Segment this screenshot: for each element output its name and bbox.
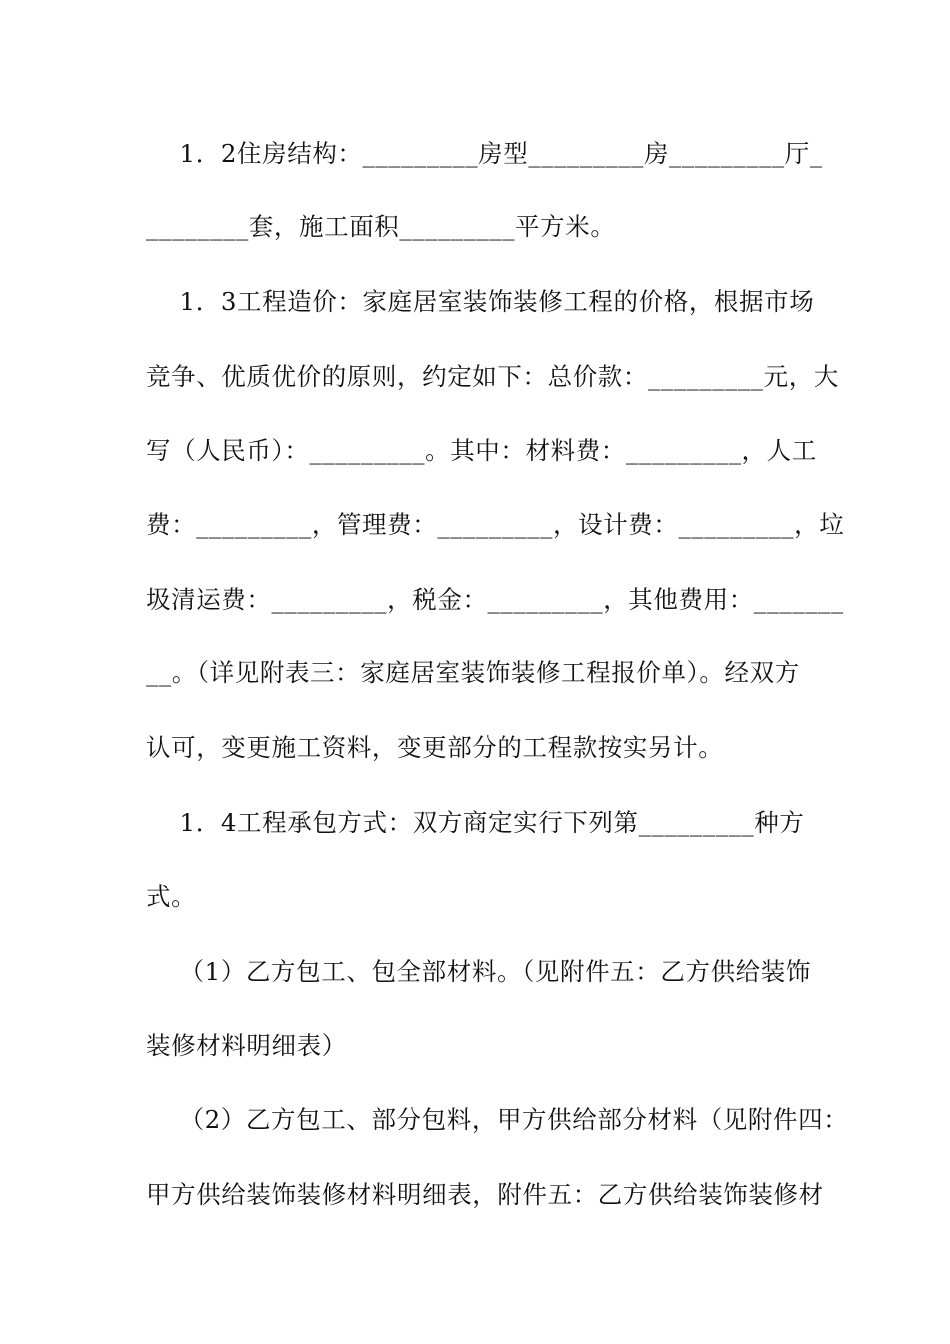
paragraph-1-4-line-2: 式。 — [146, 882, 197, 911]
paragraph-1-2-line-1: 1．2住房结构：_________房型_________房_________厅_ — [146, 139, 823, 168]
paragraph-1-3-line-3: 写（人民币）：_________。其中：材料费：_________，人工 — [146, 436, 817, 465]
paragraph-1-3-line-4: 费：_________，管理费：_________，设计费：_________，垃 — [146, 510, 845, 539]
paragraph-1-3-line-1: 1．3工程造价：家庭居室装饰装修工程的价格，根据市场 — [146, 287, 815, 316]
paragraph-1-3-line-2: 竞争、优质优价的原则，约定如下：总价款：_________元，大 — [146, 362, 839, 391]
paragraph-1-4-line-1: 1．4工程承包方式：双方商定实行下列第_________种方 — [146, 808, 805, 837]
paragraph-1-3-line-5: 圾清运费：_________，税金：_________，其他费用：_______ — [146, 585, 844, 614]
option-1-line-2: 装修材料明细表） — [146, 1031, 347, 1060]
option-2-line-1: （2）乙方包工、部分包料，甲方供给部分材料（见附件四： — [146, 1105, 849, 1134]
option-2-line-2: 甲方供给装饰装修材料明细表，附件五：乙方供给装饰装修材 — [146, 1180, 824, 1209]
option-1-line-1: （1）乙方包工、包全部材料。（见附件五：乙方供给装饰 — [146, 957, 811, 986]
paragraph-1-2-line-2: ________套，施工面积_________平方米。 — [146, 212, 616, 241]
paragraph-1-3-line-6: __。（详见附表三：家庭居室装饰装修工程报价单）。经双方 — [146, 658, 800, 687]
paragraph-1-3-line-7: 认可，变更施工资料，变更部分的工程款按实另计。 — [146, 733, 724, 762]
